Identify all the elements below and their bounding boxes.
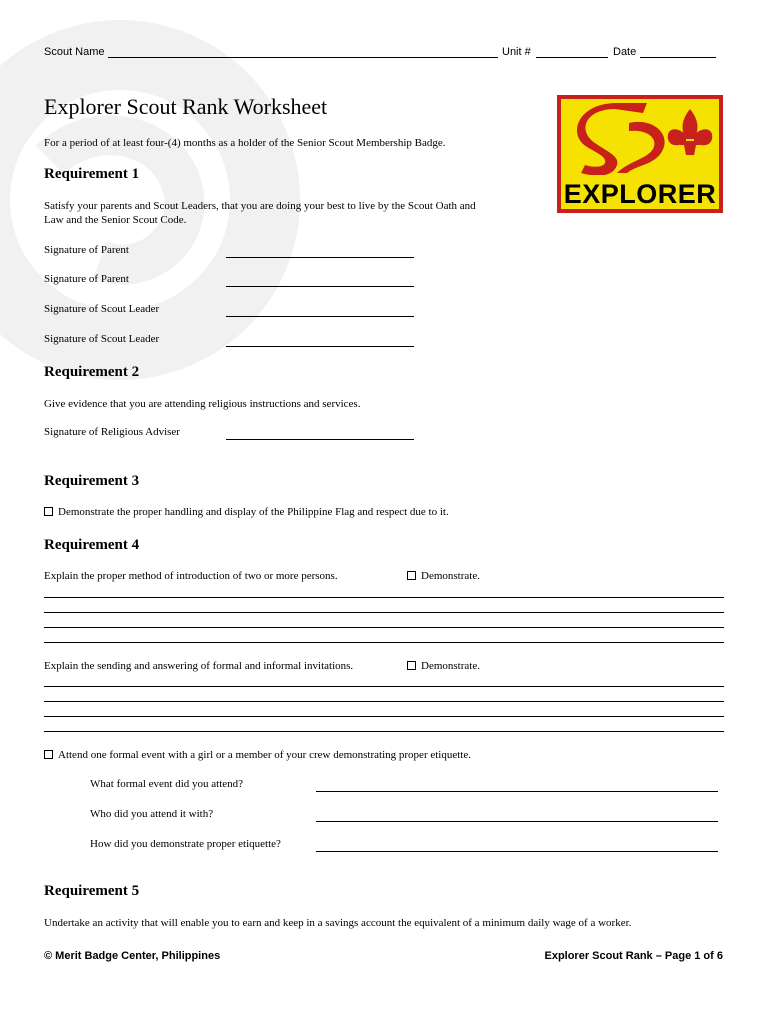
- date-label: Date: [613, 46, 637, 58]
- checkbox[interactable]: [407, 571, 416, 580]
- req5-text: Undertake an activity that will enable you to earn and keep in a savings account the equivalent of a minimum daily wage of a worker.: [44, 917, 632, 929]
- footer-page-number: Explorer Scout Rank – Page 1 of 6: [544, 950, 723, 962]
- signature-field[interactable]: [226, 257, 414, 258]
- footer-copyright: © Merit Badge Center, Philippines: [44, 950, 221, 962]
- answer-line[interactable]: [44, 686, 724, 687]
- req1-heading: Requirement 1: [44, 166, 140, 182]
- signature-label: Signature of Parent: [44, 244, 129, 256]
- scout-name-label: Scout Name: [44, 46, 105, 58]
- answer-line[interactable]: [44, 627, 724, 628]
- req4-item1: Explain the proper method of introduction of two or more persons.: [44, 570, 338, 582]
- signature-field[interactable]: [226, 346, 414, 347]
- explorer-logo: [557, 95, 723, 213]
- req1-text-line1: Satisfy your parents and Scout Leaders, that you are doing your best to live by the Scout Oath and: [44, 200, 476, 212]
- question-label: Who did you attend it with?: [90, 808, 214, 820]
- req3-text: Demonstrate the proper handling and display of the Philippine Flag and respect due to it.: [58, 506, 449, 518]
- date-field[interactable]: [640, 57, 716, 58]
- scout-name-field[interactable]: [108, 57, 498, 58]
- question-label: How did you demonstrate proper etiquette?: [90, 838, 281, 850]
- req4-heading: Requirement 4: [44, 537, 140, 553]
- req1-text-line2: Law and the Senior Scout Code.: [44, 214, 187, 226]
- signature-label: Signature of Religious Adviser: [44, 426, 180, 438]
- signature-field[interactable]: [226, 439, 414, 440]
- req5-heading: Requirement 5: [44, 883, 140, 899]
- signature-field[interactable]: [226, 286, 414, 287]
- checkbox[interactable]: [44, 750, 53, 759]
- req2-heading: Requirement 2: [44, 364, 140, 380]
- checkbox[interactable]: [44, 507, 53, 516]
- answer-field[interactable]: [316, 791, 718, 792]
- demonstrate-label: Demonstrate.: [421, 570, 480, 582]
- question-label: What formal event did you attend?: [90, 778, 244, 790]
- signature-label: Signature of Parent: [44, 273, 129, 285]
- req4-item2: Explain the sending and answering of formal and informal invitations.: [44, 660, 354, 672]
- answer-line[interactable]: [44, 597, 724, 598]
- req3-heading: Requirement 3: [44, 473, 140, 489]
- signature-label: Signature of Scout Leader: [44, 333, 160, 345]
- answer-line[interactable]: [44, 612, 724, 613]
- answer-field[interactable]: [316, 821, 718, 822]
- unit-field[interactable]: [536, 57, 608, 58]
- signature-field[interactable]: [226, 316, 414, 317]
- page-title: Explorer Scout Rank Worksheet: [44, 94, 328, 119]
- attend-text: Attend one formal event with a girl or a member of your crew demonstrating proper etiquette.: [58, 749, 471, 761]
- signature-label: Signature of Scout Leader: [44, 303, 160, 315]
- checkbox[interactable]: [407, 661, 416, 670]
- intro-text: For a period of at least four-(4) months as a holder of the Senior Scout Membership Badge.: [44, 137, 446, 149]
- unit-label: Unit #: [502, 46, 531, 58]
- req2-text: Give evidence that you are attending religious instructions and services.: [44, 398, 361, 410]
- demonstrate-label: Demonstrate.: [421, 660, 480, 672]
- answer-line[interactable]: [44, 642, 724, 643]
- explorer-logo-text: EXPLORER: [563, 179, 717, 209]
- answer-line[interactable]: [44, 701, 724, 702]
- answer-line[interactable]: [44, 731, 724, 732]
- answer-line[interactable]: [44, 716, 724, 717]
- answer-field[interactable]: [316, 851, 718, 852]
